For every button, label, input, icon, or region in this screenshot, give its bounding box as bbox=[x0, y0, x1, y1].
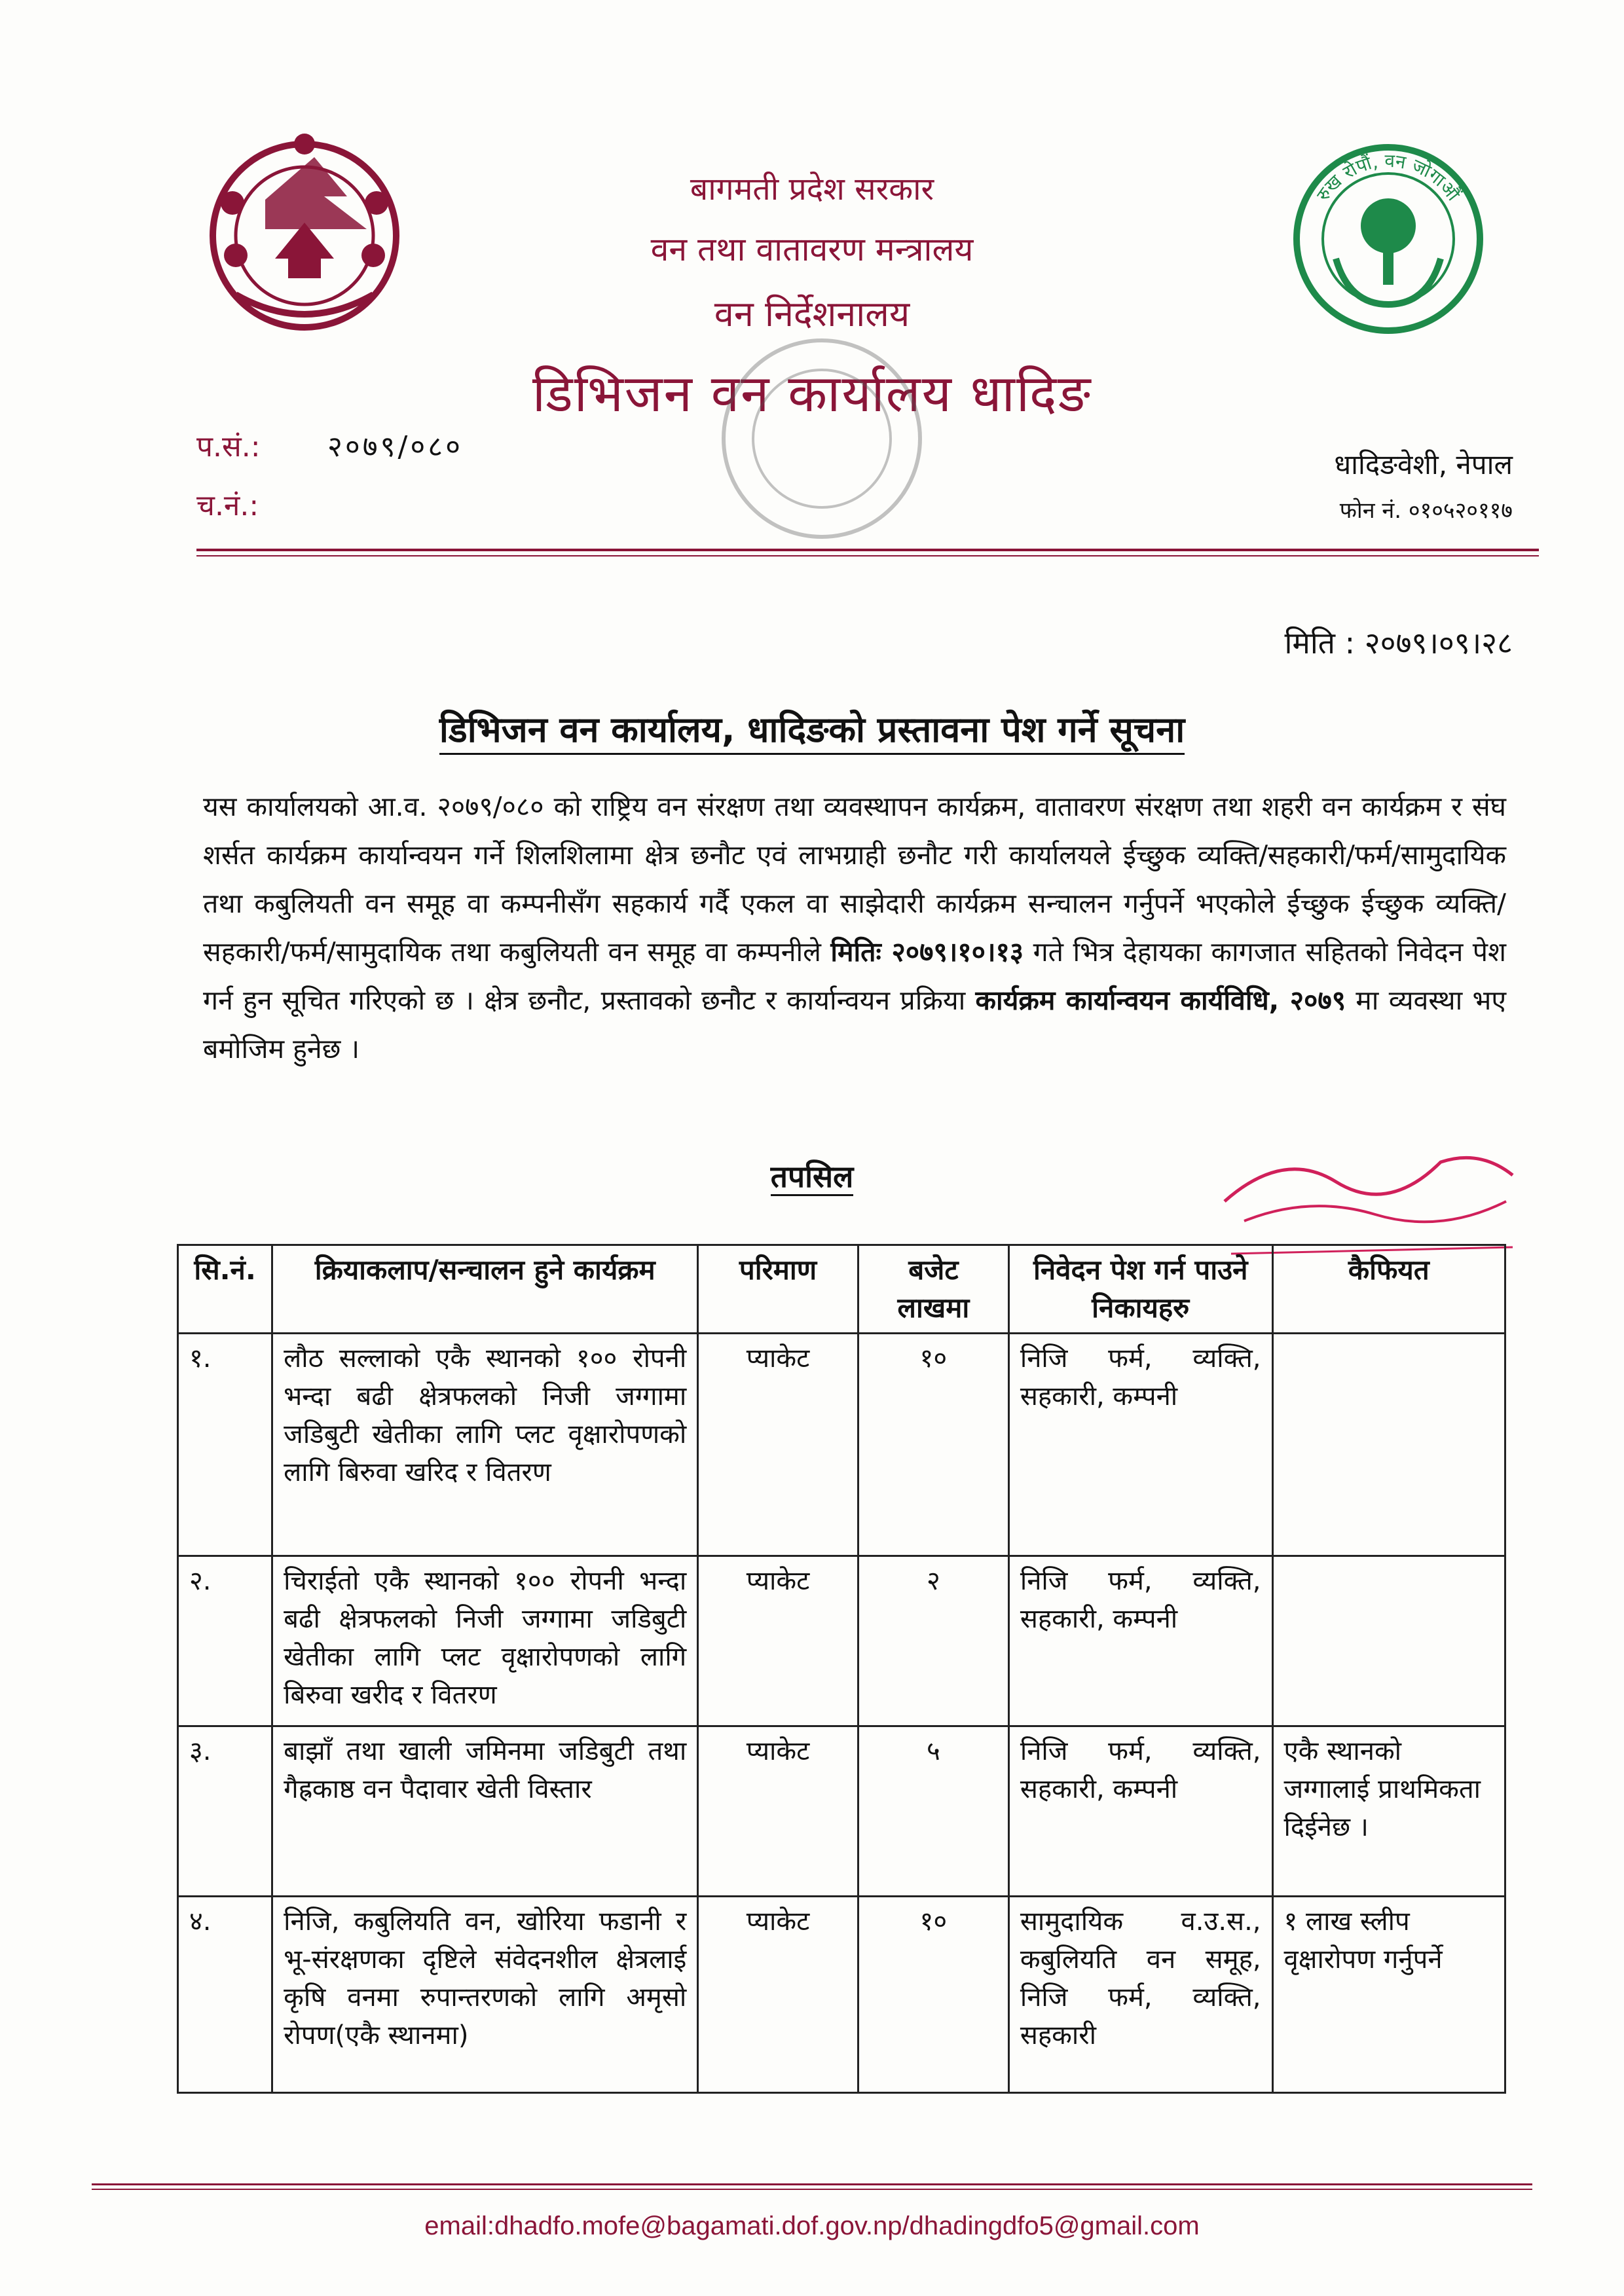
logo-slogan: रुख रोपौं, वन जोगाऔं bbox=[1312, 149, 1464, 205]
header-divider bbox=[196, 549, 1539, 551]
header-divider-thin bbox=[196, 555, 1539, 556]
office-stamp-icon bbox=[714, 331, 930, 547]
table-row bbox=[178, 1334, 1505, 1556]
cell-remarks bbox=[1272, 1334, 1505, 1556]
table-header-row bbox=[178, 1245, 1505, 1334]
cell-eligible: निजि फर्म, व्यक्ति, सहकारी, कम्पनी bbox=[1008, 1334, 1272, 1556]
cell-remarks bbox=[1272, 1556, 1505, 1726]
office-address: धादिङवेशी, नेपाल bbox=[1334, 448, 1513, 481]
details-table bbox=[177, 1244, 1506, 2094]
footer-divider bbox=[92, 2183, 1532, 2185]
cell-quantity: प्याकेट bbox=[698, 1726, 858, 1897]
col-header-eligible: निवेदन पेश गर्न पाउने निकायहरु bbox=[1008, 1245, 1272, 1334]
cell-activity: बाझाँ तथा खाली जमिनमा जडिबुटी तथा गैह्रकाष्ठ वन पैदावार खेती विस्तार bbox=[272, 1726, 698, 1897]
body-part-3: मा व्यवस्था भए बमोजिम हुनेछ । bbox=[203, 985, 1506, 1065]
cell-sn: १. bbox=[178, 1334, 272, 1556]
footer-divider-thin bbox=[92, 2189, 1532, 2190]
ref-no-value: २०७९/०८० bbox=[327, 430, 463, 464]
forest-logo-icon bbox=[1290, 141, 1486, 337]
cell-remarks: एकै स्थानको जग्गालाई प्राथमिकता दिईनेछ । bbox=[1272, 1726, 1505, 1897]
notice-title-text: डिभिजन वन कार्यालय, धादिङको प्रस्तावना पेश गर्ने सूचना bbox=[439, 709, 1185, 755]
cell-budget: १० bbox=[858, 1897, 1008, 2093]
office-phone: फोन नं. ०१०५२०११७ bbox=[1339, 498, 1513, 524]
notice-title bbox=[0, 704, 1624, 752]
cell-quantity: प्याकेट bbox=[698, 1334, 858, 1556]
cell-remarks: १ लाख स्लीप वृक्षारोपण गर्नुपर्ने bbox=[1272, 1897, 1505, 2093]
col-header-quantity: परिमाण bbox=[698, 1245, 858, 1334]
col-header-budget: बजेट लाखमा bbox=[858, 1245, 1008, 1334]
header-line-ministry: वन तथा वातावरण मन्त्रालय bbox=[650, 230, 974, 268]
col-header-remarks: कैफियत bbox=[1272, 1245, 1505, 1334]
cell-budget: ५ bbox=[858, 1726, 1008, 1897]
cell-activity: लौठ सल्लाको एकै स्थानको १०० रोपनी भन्दा बढी क्षेत्रफलको निजी जग्गामा जडिबुटी खेतीका लागि प्लट वृक्षारोपणको लागि बिरुवा खरिद र वितरण bbox=[272, 1334, 698, 1556]
table-row bbox=[178, 1897, 1505, 2093]
cell-eligible: निजि फर्म, व्यक्ति, सहकारी, कम्पनी bbox=[1008, 1726, 1272, 1897]
col-header-activity: क्रियाकलाप/सन्चालन हुने कार्यक्रम bbox=[272, 1245, 698, 1334]
header-line-directorate: वन निर्देशनालय bbox=[714, 293, 910, 335]
header-line-province: बागमती प्रदेश सरकार bbox=[690, 171, 934, 208]
table-row bbox=[178, 1556, 1505, 1726]
col-header-sn: सि.नं. bbox=[178, 1245, 272, 1334]
cell-quantity: प्याकेट bbox=[698, 1897, 858, 2093]
notice-date: मिति : २०७९।०९।२८ bbox=[1284, 625, 1513, 661]
details-heading-text: तपसिल bbox=[771, 1159, 854, 1196]
footer-email: email:dhadfo.mofe@bagamati.dof.gov.np/dhadingdfo5@gmail.com bbox=[424, 2212, 1200, 2240]
svg-text:रुख रोपौं, वन जोगाऔं bbox=[1312, 150, 1465, 206]
body-deadline: मितिः २०७९।१०।१३ bbox=[830, 936, 1024, 968]
cell-sn: ३. bbox=[178, 1726, 272, 1897]
cell-quantity: प्याकेट bbox=[698, 1556, 858, 1726]
ref-no-label: प.सं.: bbox=[196, 430, 261, 464]
header-office-name: डिभिजन वन कार्यालय धादिङ bbox=[532, 365, 1092, 424]
table-row bbox=[178, 1726, 1505, 1897]
cell-eligible: सामुदायिक व.उ.स., कबुलियति वन समूह, निजि फर्म, व्यक्ति, सहकारी bbox=[1008, 1897, 1272, 2093]
body-procedure: कार्यक्रम कार्यान्वयन कार्यविधि, २०७९ bbox=[975, 985, 1346, 1016]
cell-sn: २. bbox=[178, 1556, 272, 1726]
cell-budget: २ bbox=[858, 1556, 1008, 1726]
cell-budget: १० bbox=[858, 1334, 1008, 1556]
cell-eligible: निजि फर्म, व्यक्ति, सहकारी, कम्पनी bbox=[1008, 1556, 1272, 1726]
body-part-2: गते भित्र देहायका कागजात सहितको निवेदन पेश गर्न हुन सूचित गरिएको छ । क्षेत्र छनौट, प्रस्तावको छनौट र कार्यान्वयन प्रक्रिया bbox=[203, 936, 1506, 1016]
body-part-1: यस कार्यालयको आ.व. २०७९/०८० को राष्ट्रिय वन संरक्षण तथा व्यवस्थापन कार्यक्रम, वातावरण संरक्षण तथा शहरी वन कार्यक्रम र संघ शर्सत कार्यक्रम कार्यान्वयन गर्ने शिलशिलामा क्षेत्र छनौट एवं लाभग्राही छनौट गरी कार्यालयले ईच्छुक व्यक्ति/सहकारी/फर्म/सामुदायिक तथा कबुलियती वन समूह वा कम्पनीसँग सहकार्य गर्दै एकल वा साझेदारी कार्यक्रम सन्चालन गर्नुपर्ने भएकोले ईच्छुक ईच्छुक व्यक्ति/सहकारी/फर्म/सामुदायिक तथा कबुलियती वन समूह वा कम्पनीले bbox=[203, 791, 1506, 968]
cell-sn: ४. bbox=[178, 1897, 272, 2093]
cell-activity: निजि, कबुलियति वन, खोरिया फडानी र भू-संरक्षणका दृष्टिले संवेदनशील क्षेत्रलाई कृषि वनमा रुपान्तरणको लागि अमृसो रोपण(एकै स्थानमा) bbox=[272, 1897, 698, 2093]
cell-activity: चिराईतो एकै स्थानको १०० रोपनी भन्दा बढी क्षेत्रफलको निजी जग्गामा जडिबुटी खेतीका लागि प्लट वृक्षारोपणको लागि बिरुवा खरीद र वितरण bbox=[272, 1556, 698, 1726]
dispatch-no-label: च.नं.: bbox=[196, 489, 259, 522]
notice-body bbox=[203, 782, 1506, 1073]
